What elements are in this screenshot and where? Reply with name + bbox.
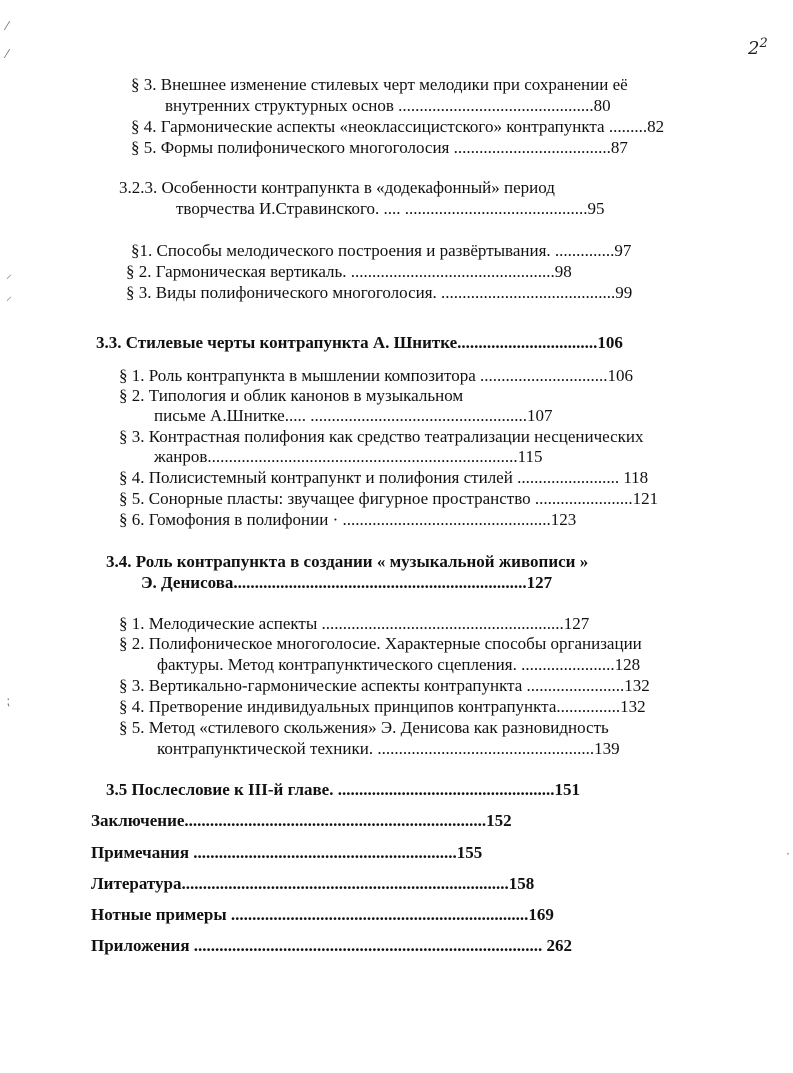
toc-entry: § 3. Контрастная полифония как средство театрализации несценических (119, 427, 644, 446)
toc-entry: § 5. Формы полифонического многоголосия .....................................87 (131, 138, 628, 157)
scan-mark: ⁄ (6, 19, 9, 33)
toc-entry: § 5. Сонорные пласты: звучащее фигурное пространство .......................121 (119, 489, 659, 508)
toc-heading-music-examples: Нотные примеры ......................................................................169 (91, 905, 554, 924)
toc-entry: § 4. Полисистемный контрапункт и полифония стилей ........................ 118 (119, 468, 649, 487)
toc-entry: фактуры. Метод контрапунктического сцепления. ......................128 (157, 655, 641, 674)
toc-entry: § 1. Мелодические аспекты .........................................................127 (119, 614, 590, 633)
toc-entry: 3.2.3. Особенности контрапункта в «додекафонный» период (119, 178, 555, 197)
toc-entry: § 6. Гомофония в полифонии · .................................................123 (119, 510, 577, 529)
scan-mark: · (786, 847, 790, 861)
toc-entry: жанров.........................................................................115 (154, 447, 543, 466)
toc-entry: § 1. Роль контрапункта в мышлении композитора ..............................106 (119, 366, 634, 385)
toc-entry: внутренних структурных основ ..............................................80 (165, 96, 611, 115)
toc-entry: § 2. Полифоническое многоголосие. Характерные способы организации (119, 634, 642, 653)
toc-entry: § 4. Гармонические аспекты «неоклассицистского» контрапункта .........82 (131, 117, 665, 136)
toc-heading-notes: Примечания ..............................................................155 (91, 843, 483, 862)
toc-heading-appendices: Приложения .................................................................................. 262 (91, 936, 573, 955)
toc-heading-literature: Литература.............................................................................158 (91, 874, 535, 893)
toc-entry: § 4. Претворение индивидуальных принципов контрапункта...............132 (119, 697, 646, 716)
toc-entry: § 2. Типология и облик канонов в музыкальном (119, 386, 464, 405)
scan-mark: ⸝ (6, 289, 13, 303)
toc-heading-conclusion: Заключение.......................................................................152 (91, 811, 512, 830)
scan-mark: ⁏ (6, 694, 11, 708)
toc-entry: §1. Способы мелодического построения и развёртывания. ..............97 (131, 241, 632, 260)
toc-entry: контрапунктической техники. ...................................................139 (157, 739, 620, 758)
toc-entry: письме А.Шнитке..... ...................................................107 (154, 406, 553, 425)
toc-entry: § 5. Метод «стилевого скольжения» Э. Денисова как разновидность (119, 718, 609, 737)
toc-section-heading: Э. Денисова.....................................................................127 (141, 573, 553, 592)
scan-mark: ⸝ (6, 267, 13, 281)
toc-entry: § 3. Внешнее изменение стилевых черт мелодики при сохранении её (131, 75, 628, 94)
toc-entry: творчества И.Стравинского. .... ...........................................95 (176, 199, 605, 218)
toc-section-heading: 3.3. Стилевые черты контрапункта А. Шнитке.................................106 (96, 333, 623, 352)
toc-section-heading: 3.5 Послесловие к III-й главе. ...................................................151 (106, 780, 580, 799)
toc-section-heading: 3.4. Роль контрапункта в создании « музыкальной живописи » (106, 552, 589, 571)
toc-entry: § 3. Виды полифонического многоголосия. .........................................99 (126, 283, 633, 302)
toc-entry: § 3. Вертикально-гармонические аспекты контрапункта .......................132 (119, 676, 650, 695)
page-number: $2^2$ (748, 36, 768, 59)
scan-mark: ⁄ (6, 47, 9, 61)
toc-entry: § 2. Гармоническая вертикаль. ................................................98 (126, 262, 572, 281)
